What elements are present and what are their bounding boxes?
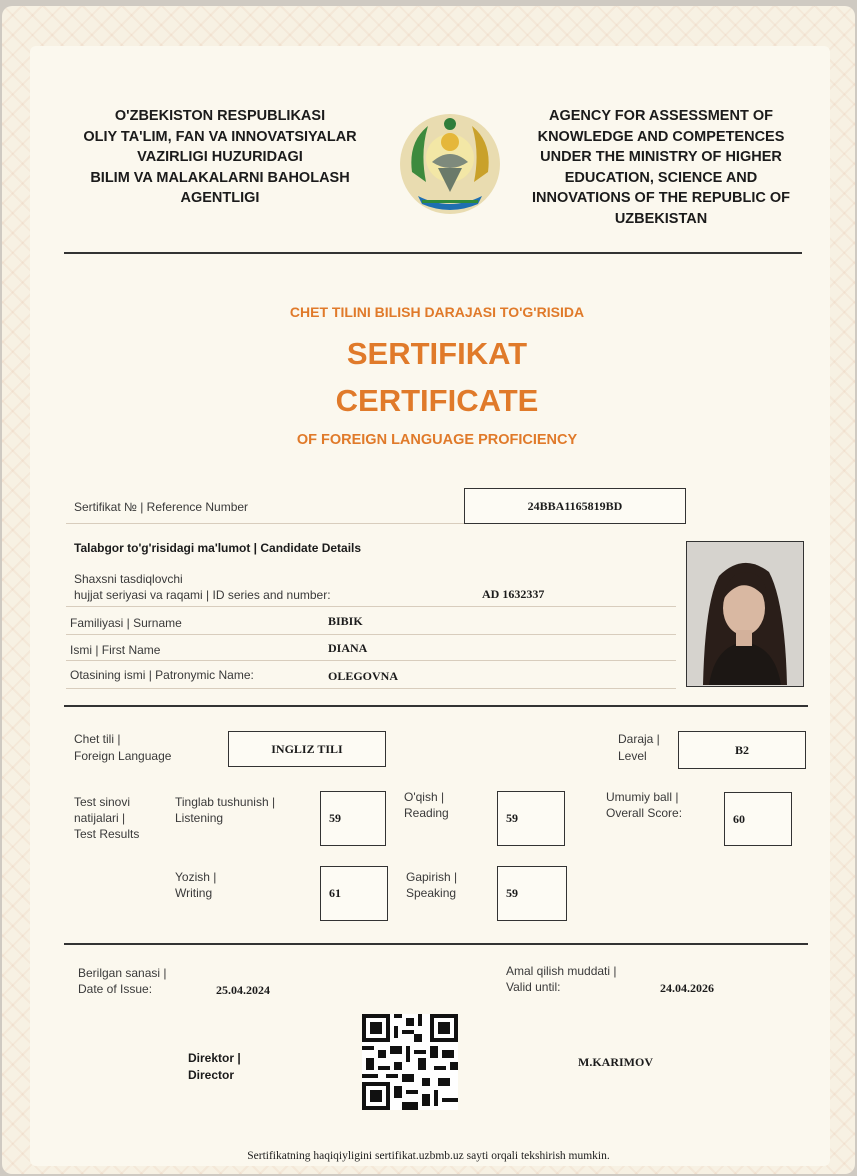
valid-label-line1: Amal qilish muddati | — [506, 964, 617, 978]
reading-score-box: 59 — [497, 791, 565, 846]
reference-underline — [66, 523, 466, 524]
state-emblem-icon — [398, 112, 502, 216]
subtitle-en: OF FOREIGN LANGUAGE PROFICIENCY — [296, 432, 578, 448]
surname-underline — [66, 634, 676, 635]
issue-label-line2: Date of Issue: — [78, 982, 153, 996]
header-right-line: AGENCY FOR ASSESSMENT OF — [549, 108, 773, 124]
patronymic-label: Otasining ismi | Patronymic Name: — [70, 668, 254, 682]
id-label-line2: hujjat seriyasi va raqami | ID series and number: — [74, 588, 331, 602]
header-left-line: OLIY TA'LIM, FAN VA INNOVATSIYALAR — [83, 128, 357, 145]
title-sertifikat: SERTIFIKAT — [346, 336, 528, 371]
header-left-line: VAZIRLIGI HUZURIDAGI — [137, 149, 303, 165]
reference-number-box: 24BBA1165819BD — [464, 488, 686, 524]
header-right-line: KNOWLEDGE AND COMPETENCES — [537, 128, 785, 145]
patronymic-underline — [66, 688, 676, 689]
level-label-line1: Daraja | — [618, 732, 660, 746]
level-label-line2: Level — [618, 749, 647, 763]
listening-score-box: 59 — [320, 791, 386, 846]
header-left-line: AGENTLIGI — [180, 190, 260, 206]
director-label-line1: Direktor | — [188, 1051, 241, 1065]
first-name-label: Ismi | First Name — [70, 643, 161, 657]
subtitle-uz: CHET TILINI BILISH DARAJASI TO'G'RISIDA — [289, 304, 585, 320]
qr-code-icon — [362, 1014, 458, 1110]
results-label-line3: Test Results — [74, 827, 140, 841]
candidate-section-title: Talabgor to'g'risidagi ma'lumot | Candidate Details — [74, 541, 362, 555]
issue-date-value: 25.04.2024 — [216, 983, 270, 997]
results-divider — [64, 943, 808, 945]
header-left-line: O'ZBEKISTON RESPUBLIKASI — [114, 108, 326, 124]
writing-label-line1: Yozish | — [175, 870, 217, 884]
header-right-line: UZBEKISTAN — [614, 210, 708, 227]
header-right-line: INNOVATIONS OF THE REPUBLIC OF — [531, 190, 791, 206]
listening-label-line1: Tinglab tushunish | — [175, 795, 276, 809]
candidate-photo — [686, 541, 804, 687]
language-label-line2: Foreign Language — [74, 749, 172, 763]
results-label-line2: natijalari | — [74, 811, 126, 825]
speaking-label-line1: Gapirish | — [406, 870, 458, 884]
language-box: INGLIZ TILI — [228, 731, 386, 767]
valid-date-value: 24.04.2026 — [660, 981, 714, 995]
header-left-block — [60, 106, 380, 209]
speaking-label-line2: Speaking — [406, 886, 457, 900]
patronymic-value: OLEGOVNA — [328, 669, 399, 683]
header-right-line: EDUCATION, SCIENCE AND — [564, 169, 758, 186]
reference-label: Sertifikat № | Reference Number — [74, 500, 249, 514]
overall-score-box: 60 — [724, 792, 792, 846]
issue-label-line1: Berilgan sanasi | — [78, 966, 167, 980]
id-label-line1: Shaxsni tasdiqlovchi — [74, 572, 183, 586]
reading-label-line2: Reading — [404, 806, 449, 820]
director-label-line2: Director — [188, 1068, 235, 1082]
level-box: B2 — [678, 731, 806, 769]
overall-label-line2: Overall Score: — [606, 806, 683, 820]
header-right-block — [506, 106, 816, 229]
speaking-score-box: 59 — [497, 866, 567, 921]
first-name-value: DIANA — [328, 641, 368, 655]
overall-label-line1: Umumiy ball | — [606, 790, 679, 804]
listening-label-line2: Listening — [175, 811, 224, 825]
id-value: AD 1632337 — [482, 587, 545, 601]
title-certificate: CERTIFICATE — [335, 383, 539, 418]
id-underline — [66, 606, 676, 607]
writing-label-line2: Writing — [175, 886, 213, 900]
first-name-underline — [66, 660, 676, 661]
director-name: M.KARIMOV — [578, 1055, 653, 1069]
verification-note: Sertifikatning haqiqiyligini sertifikat.uzbmb.uz sayti orqali tekshirish mumkin. — [247, 1150, 610, 1162]
results-label-line1: Test sinovi — [74, 795, 131, 809]
header-divider — [64, 252, 802, 254]
header-right-line: UNDER THE MINISTRY OF HIGHER — [540, 149, 782, 165]
reading-label-line1: O'qish | — [404, 790, 445, 804]
surname-label: Familiyasi | Surname — [70, 616, 182, 630]
valid-label-line2: Valid until: — [506, 980, 561, 994]
writing-score-box: 61 — [320, 866, 388, 921]
candidate-divider — [64, 705, 808, 707]
surname-value: BIBIK — [328, 614, 363, 628]
language-label-line1: Chet tili | — [74, 732, 121, 746]
header-left-line: BILIM VA MALAKALARNI BAHOLASH — [90, 169, 350, 186]
